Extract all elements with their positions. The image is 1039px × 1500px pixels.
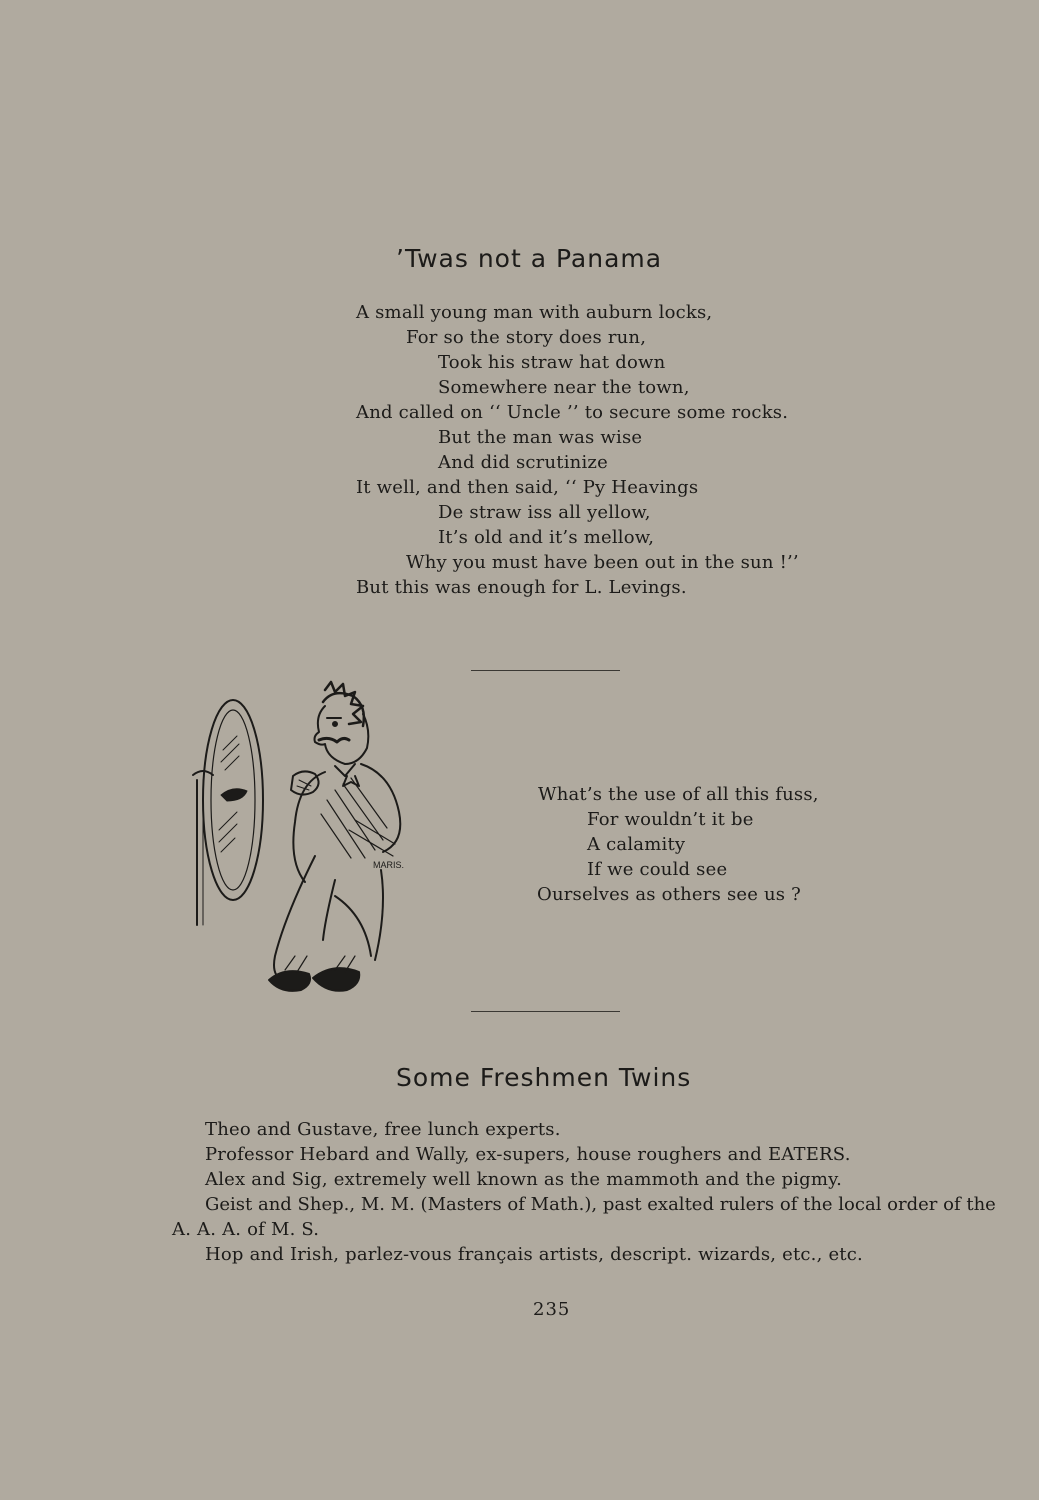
cartoon-man-mirror-illustration xyxy=(185,680,425,1010)
poem-line: It’s old and it’s mellow, xyxy=(438,527,655,548)
poem-line: And called on ‘‘ Uncle ’’ to secure some rocks. xyxy=(356,402,789,423)
section-divider xyxy=(471,670,620,671)
poem-line: Ourselves as others see us ? xyxy=(537,884,802,905)
section-title-freshmen-twins: Some Freshmen Twins xyxy=(396,1063,692,1092)
poem-line: What’s the use of all this fuss, xyxy=(538,784,819,805)
twins-entry: Geist and Shep., M. M. (Masters of Math.), past exalted rulers of the local order of the xyxy=(205,1194,996,1215)
poem-line: If we could see xyxy=(587,859,728,880)
poem-line: Somewhere near the town, xyxy=(438,377,690,398)
poem-line: Why you must have been out in the sun !’’ xyxy=(406,552,799,573)
twins-entry: Alex and Sig, extremely well known as the mammoth and the pigmy. xyxy=(205,1169,843,1190)
twins-entry-continuation: A. A. A. of M. S. xyxy=(172,1219,320,1240)
poem-line: And did scrutinize xyxy=(438,452,608,473)
poem-line: De straw iss all yellow, xyxy=(438,502,651,523)
page-number: 235 xyxy=(533,1299,571,1320)
poem-line: It well, and then said, ‘‘ Py Heavings xyxy=(356,477,699,498)
poem-line: For wouldn’t it be xyxy=(587,809,754,830)
twins-entry: Hop and Irish, parlez-vous français artists, descript. wizards, etc., etc. xyxy=(205,1244,863,1265)
poem-line: A small young man with auburn locks, xyxy=(356,302,713,323)
poem-line: Took his straw hat down xyxy=(438,352,666,373)
poem-line: But this was enough for L. Levings. xyxy=(356,577,687,598)
section-divider xyxy=(471,1011,620,1012)
poem-line: A calamity xyxy=(587,834,686,855)
poem-title-panama: ’Twas not a Panama xyxy=(396,244,663,273)
twins-entry: Professor Hebard and Wally, ex-supers, house roughers and EATERS. xyxy=(205,1144,851,1165)
poem-line: But the man was wise xyxy=(438,427,643,448)
twins-entry: Theo and Gustave, free lunch experts. xyxy=(205,1119,561,1140)
poem-line: For so the story does run, xyxy=(406,327,647,348)
cartoon-signature: MARIS. xyxy=(373,860,405,870)
